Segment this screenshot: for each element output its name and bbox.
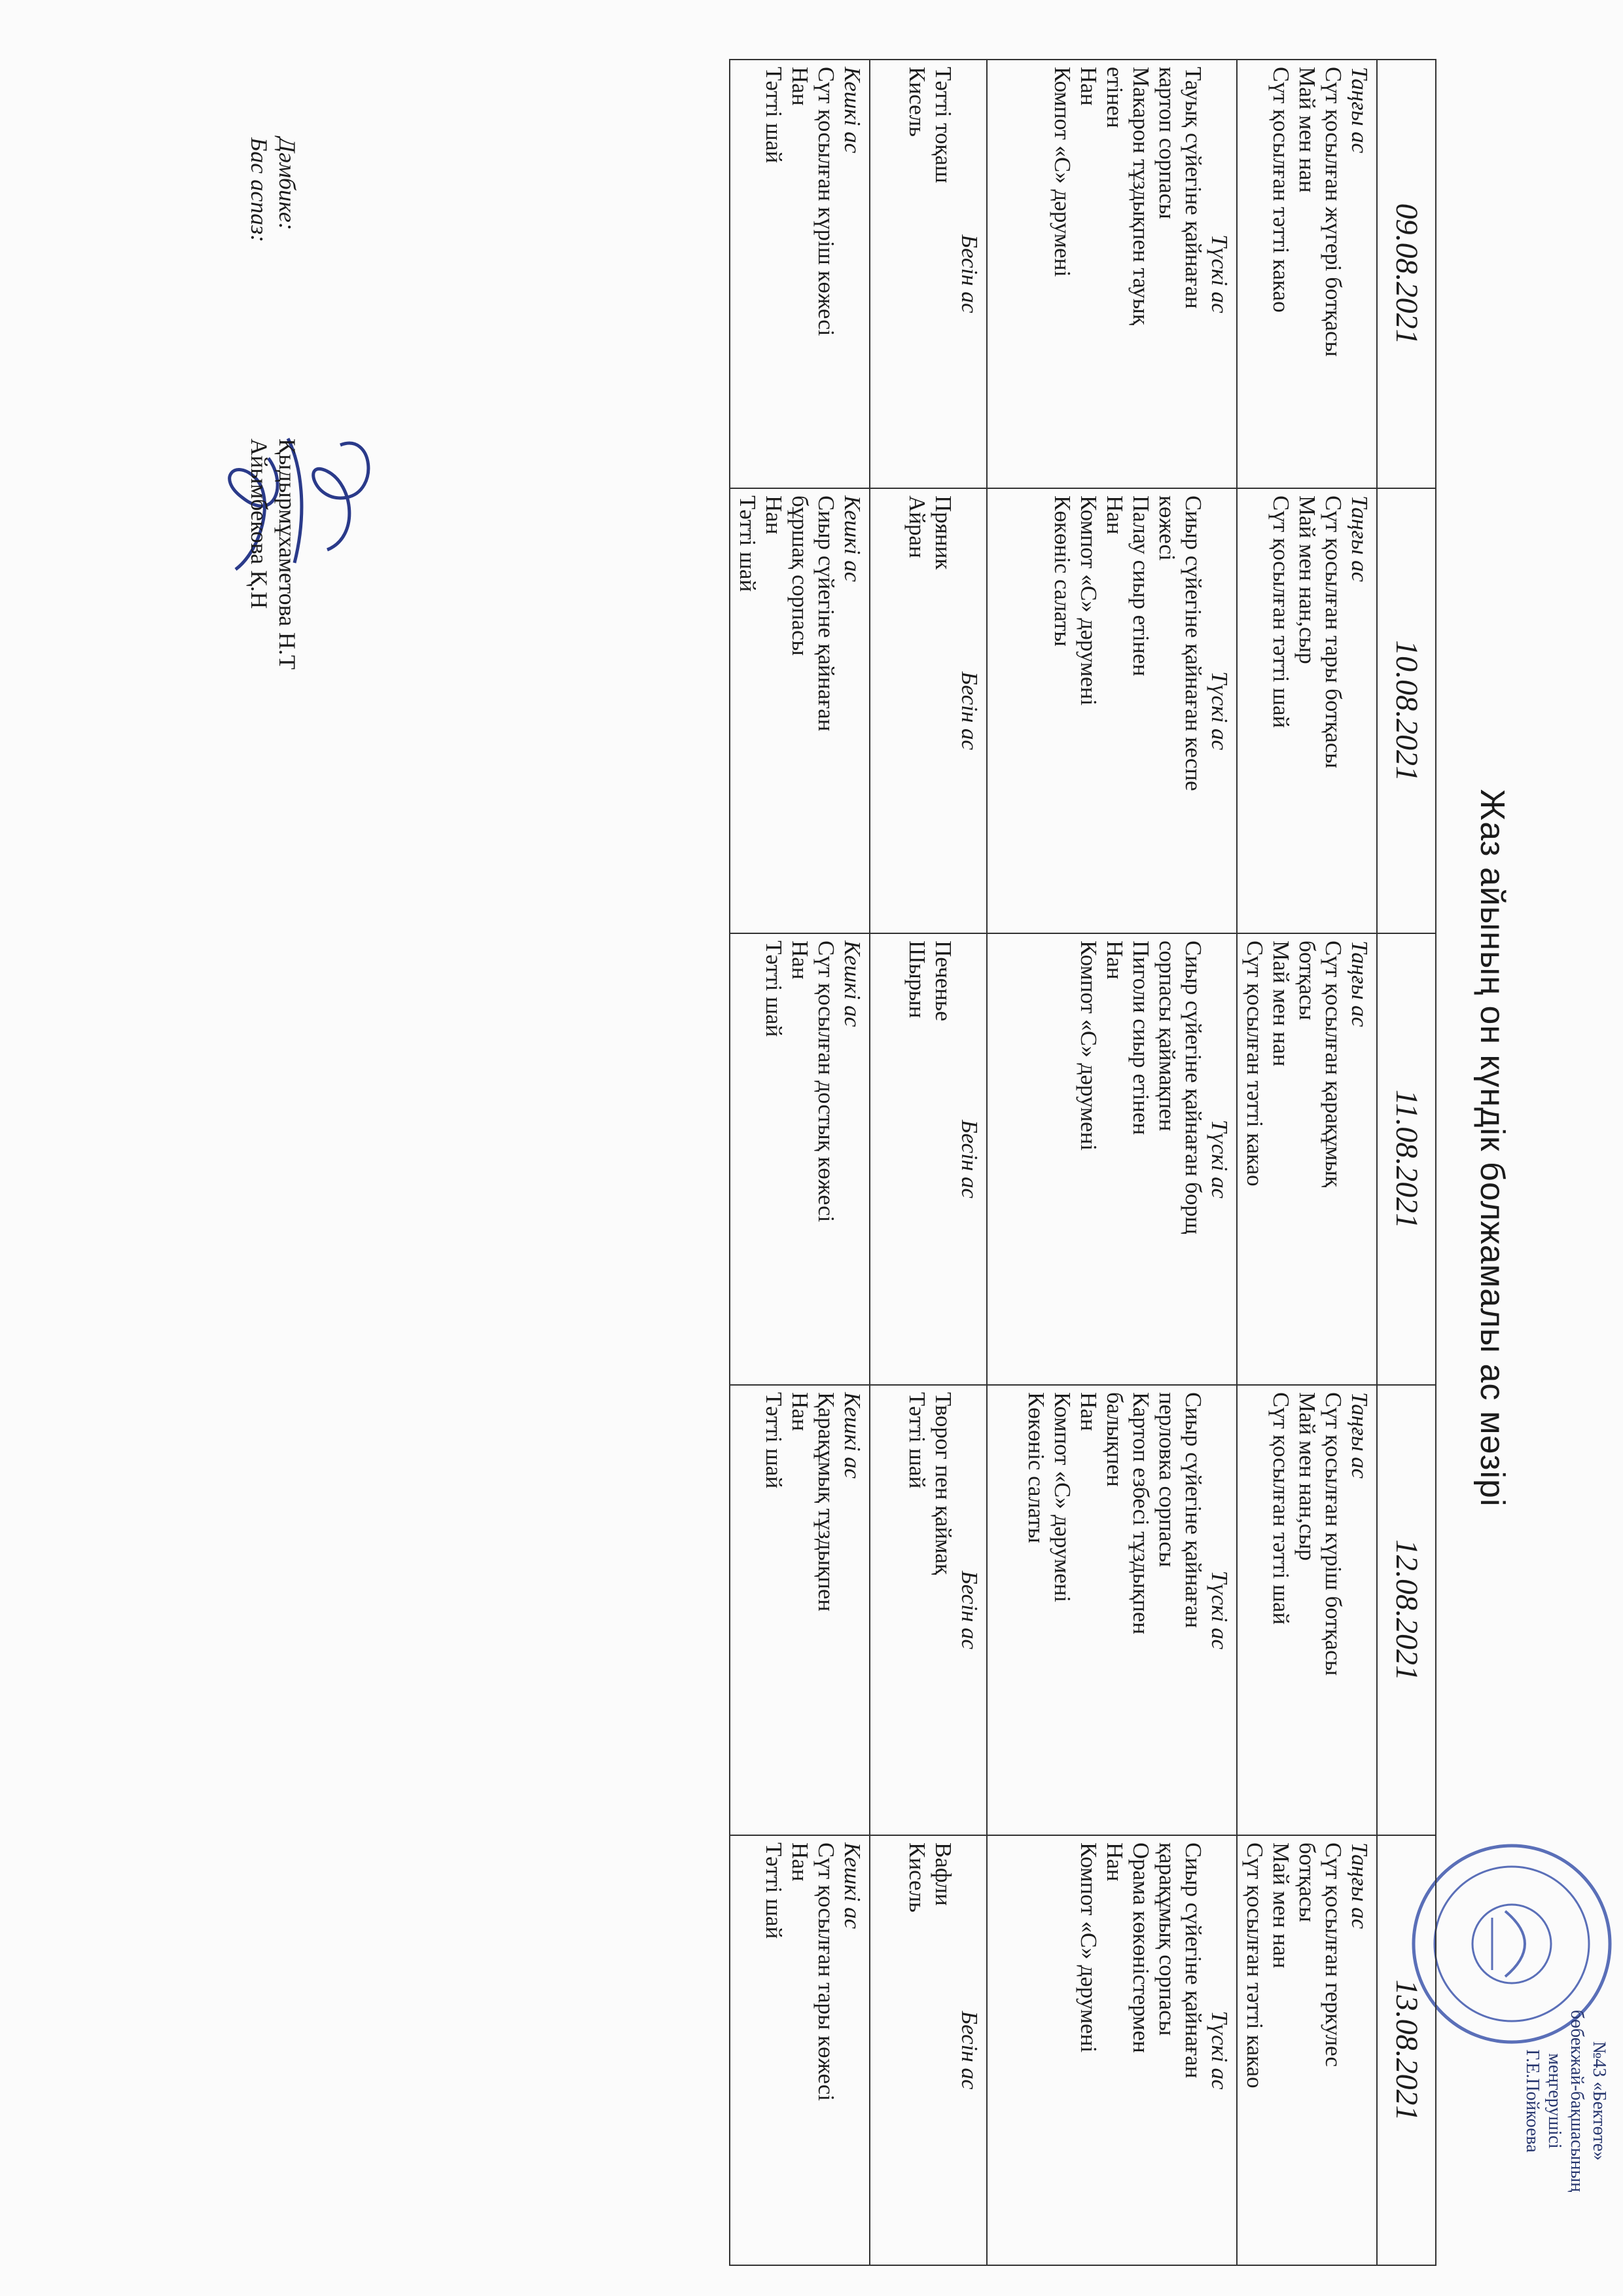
table-row	[1237, 60, 1377, 2265]
signature-role: Бас аспаз:	[246, 137, 272, 243]
dish-item: картоп сорпасы	[1154, 67, 1180, 219]
signature-name: Айымбекова Қ.Н	[246, 439, 272, 609]
approval-line: №43 «Бектөте»	[1589, 2041, 1609, 2161]
snack-cell	[870, 488, 987, 933]
lunch-cell	[987, 1385, 1237, 1835]
breakfast-cell	[1237, 1835, 1377, 2265]
dish-item: Макарон тұздықпен тауық	[1128, 67, 1154, 325]
snack-cell	[870, 1835, 987, 2265]
dish-item: Нан	[1102, 495, 1128, 535]
dish-item: ботқасы	[1294, 1842, 1320, 1922]
dish-item: Тәтті шай	[761, 67, 787, 164]
dish-list	[734, 495, 839, 926]
dish-item: Творог пен қаймақ	[931, 1392, 956, 1575]
dish-item: Кисель	[904, 1842, 930, 1912]
dish-list	[904, 1842, 956, 2258]
dish-item: Тәтті тоқаш	[931, 67, 956, 183]
dish-list	[1268, 495, 1346, 926]
dish-item: Тәтті шай	[761, 1842, 787, 1939]
date-cell: 09.08.2021	[1377, 60, 1436, 488]
meal-label: Таңғы ас	[1347, 1392, 1372, 1479]
dinner-cell	[730, 1385, 870, 1835]
table-row	[1377, 60, 1436, 2265]
signature-role: Дәмбике:	[274, 137, 300, 230]
dish-item: Сүт қосылған тәтті какао	[1242, 941, 1268, 1187]
dish-list	[1241, 1842, 1346, 2258]
meal-label: Кешкі ас	[840, 941, 865, 1028]
dish-item: Картоп езбесі тұздықпен	[1128, 1392, 1154, 1635]
dish-item: Пиголи сиыр етінен	[1128, 941, 1154, 1136]
dish-item: Нан	[787, 67, 813, 106]
dish-item: Сүт қосылған қарақұмық	[1321, 941, 1346, 1187]
meal-label: Таңғы ас	[1347, 495, 1372, 583]
meal-label: Түскі ас	[1207, 671, 1232, 751]
dish-item: Сүт қосылған күріш ботқасы	[1321, 1392, 1346, 1676]
meal-label: Бесін ас	[957, 234, 982, 314]
dish-item: Сүт қосылған достық көжесі	[813, 941, 839, 1223]
dish-item: бұршақ сорпасы	[787, 495, 813, 656]
dish-item: етінен	[1102, 67, 1128, 128]
dish-item: көжесі	[1154, 495, 1180, 561]
dish-list	[1049, 495, 1206, 926]
lunch-cell	[987, 488, 1237, 933]
dish-list	[760, 67, 839, 481]
dish-item: Май мен нан,сыр	[1294, 495, 1320, 664]
dish-item: Сүт қосылған тәтті какао	[1242, 1842, 1268, 2089]
dish-item: Орама көкөністермен	[1128, 1842, 1154, 2053]
approval-line: бөбекжай-бақшасының меңгерушісі	[1544, 2009, 1587, 2193]
dish-item: балықпен	[1102, 1392, 1128, 1487]
dish-item: Көкөніс салаты	[1050, 495, 1075, 647]
dish-item: Сиыр сүйегіне қайнаған	[1181, 1392, 1206, 1628]
dish-item: ботқасы	[1294, 941, 1320, 1020]
dish-list	[1049, 67, 1206, 481]
lunch-cell	[987, 60, 1237, 488]
dish-item: Вафли	[931, 1842, 956, 1906]
lunch-cell	[987, 933, 1237, 1385]
date-cell: 13.08.2021	[1377, 1835, 1436, 2265]
meal-label: Түскі ас	[1207, 1119, 1232, 1199]
meal-label: Түскі ас	[1207, 234, 1232, 314]
dish-item: Тәтті шай	[904, 1392, 930, 1489]
dish-item: Шырын	[904, 941, 930, 1018]
dish-item: перловка сорпасы	[1154, 1392, 1180, 1568]
dish-item: Сүт қосылған жүгері ботқасы	[1321, 67, 1346, 357]
meal-label: Таңғы ас	[1347, 941, 1372, 1028]
dish-item: сорпасы қаймақпен	[1154, 941, 1180, 1132]
date-cell: 10.08.2021	[1377, 488, 1436, 933]
dish-item: Сиыр сүйегіне қайнаған борщ	[1181, 941, 1206, 1234]
meal-label: Бесін ас	[957, 1570, 982, 1650]
dish-item: Май мен нан	[1294, 67, 1320, 193]
dish-item: Айран	[904, 495, 930, 558]
date-cell: 11.08.2021	[1377, 933, 1436, 1385]
dish-list	[904, 941, 956, 1378]
dinner-cell	[730, 60, 870, 488]
signature-name: Қыдырмұхаметова Н.Т	[274, 439, 300, 670]
dinner-cell	[730, 933, 870, 1385]
dish-item: Пряник	[931, 495, 956, 570]
breakfast-cell	[1237, 1385, 1377, 1835]
dish-item: Май мен нан	[1268, 1842, 1294, 1969]
meal-label: Түскі ас	[1207, 2011, 1232, 2090]
table-row	[730, 60, 870, 2265]
dish-item: Тауық сүйегіне қайнаған	[1181, 67, 1206, 309]
breakfast-cell	[1237, 933, 1377, 1385]
dish-item: Нан	[1102, 941, 1128, 980]
dish-item: Көкөніс салаты	[1024, 1392, 1049, 1543]
approval-line: Г.Е.Пойкоева	[1522, 2049, 1543, 2153]
dish-item: Нан	[787, 1392, 813, 1431]
dish-item: Компот «С» дәрумені	[1050, 1392, 1075, 1603]
dish-item: Тәтті шай	[761, 1392, 787, 1489]
snack-cell	[870, 933, 987, 1385]
dish-item: Сиыр сүйегіне қайнаған	[813, 495, 839, 732]
meal-label: Кешкі ас	[840, 1842, 865, 1929]
dish-item: Компот «С» дәрумені	[1076, 941, 1101, 1151]
dish-item: Печенье	[931, 941, 956, 1022]
dish-item: Нан	[787, 1842, 813, 1882]
dish-item: Компот «С» дәрумені	[1050, 67, 1075, 278]
meal-label: Таңғы ас	[1347, 67, 1372, 154]
dish-list	[904, 1392, 956, 1828]
dish-item: Қарақұмық тұздықпен	[813, 1392, 839, 1612]
dish-item: Нан	[761, 495, 787, 535]
dish-item: Сиыр сүйегіне қайнаған	[1181, 1842, 1206, 2079]
signature-row	[273, 137, 301, 670]
table-row	[987, 60, 1237, 2265]
dish-item: Сүт қосылған тәтті шай	[1268, 1392, 1294, 1625]
dish-item: қарақұмық сорпасы	[1154, 1842, 1180, 2036]
lunch-cell	[987, 1835, 1237, 2265]
page-title: Жаз айының он күндік болжамалы ас мәзірі	[1473, 789, 1511, 1507]
dish-item: Сүт қосылған тары ботқасы	[1321, 495, 1346, 768]
dish-item: Май мен нан,сыр	[1294, 1392, 1320, 1561]
dish-item: Компот «С» дәрумені	[1076, 1842, 1101, 2053]
dish-item: Сүт қосылған тәтті какао	[1268, 67, 1294, 313]
dish-list	[1023, 1392, 1206, 1828]
date-cell: 12.08.2021	[1377, 1385, 1436, 1835]
table-row	[870, 60, 987, 2265]
dish-item: Нан	[1102, 1842, 1128, 1882]
meal-label: Кешкі ас	[840, 495, 865, 583]
meal-label: Түскі ас	[1207, 1570, 1232, 1650]
dish-item: Сүт қосылған тары көжесі	[813, 1842, 839, 2102]
dish-list	[1268, 1392, 1346, 1828]
dinner-cell	[730, 488, 870, 933]
meal-label: Кешкі ас	[840, 1392, 865, 1479]
dish-list	[1241, 941, 1346, 1378]
dish-item: Нан	[1076, 67, 1101, 106]
meal-label: Кешкі ас	[840, 67, 865, 154]
dish-list	[904, 495, 956, 926]
menu-table	[729, 59, 1436, 2266]
breakfast-cell	[1237, 488, 1377, 933]
dish-item: Компот «С» дәрумені	[1076, 495, 1101, 706]
dinner-cell	[730, 1835, 870, 2265]
meal-label: Бесін ас	[957, 1119, 982, 1199]
dish-item: Тәтті шай	[735, 495, 760, 592]
approval-block	[1521, 1960, 1610, 2242]
meal-label: Бесін ас	[957, 671, 982, 751]
dish-item: Сүт қосылған геркулес	[1321, 1842, 1346, 2067]
dish-item: Сүт қосылған күріш көжесі	[813, 67, 839, 336]
signature-block	[245, 137, 301, 670]
breakfast-cell	[1237, 60, 1377, 488]
dish-item: Нан	[787, 941, 813, 980]
dish-list	[904, 67, 956, 481]
dish-item: Май мен нан	[1268, 941, 1294, 1067]
meal-label: Бесін ас	[957, 2011, 982, 2090]
dish-list	[1268, 67, 1346, 481]
snack-cell	[870, 60, 987, 488]
dish-item: Кисель	[904, 67, 930, 137]
signature-row	[245, 137, 273, 670]
dish-list	[1075, 941, 1206, 1378]
dish-item: Нан	[1076, 1392, 1101, 1431]
dish-list	[760, 1842, 839, 2258]
dish-item: Сиыр сүйегіне қайнаған кеспе	[1181, 495, 1206, 791]
dish-item: Сүт қосылған тәтті шай	[1268, 495, 1294, 728]
dish-item: Тәтті шай	[761, 941, 787, 1037]
snack-cell	[870, 1385, 987, 1835]
meal-label: Таңғы ас	[1347, 1842, 1372, 1929]
dish-list	[1075, 1842, 1206, 2258]
dish-item: Палау сиыр етінен	[1128, 495, 1154, 677]
dish-list	[760, 1392, 839, 1828]
dish-list	[760, 941, 839, 1378]
